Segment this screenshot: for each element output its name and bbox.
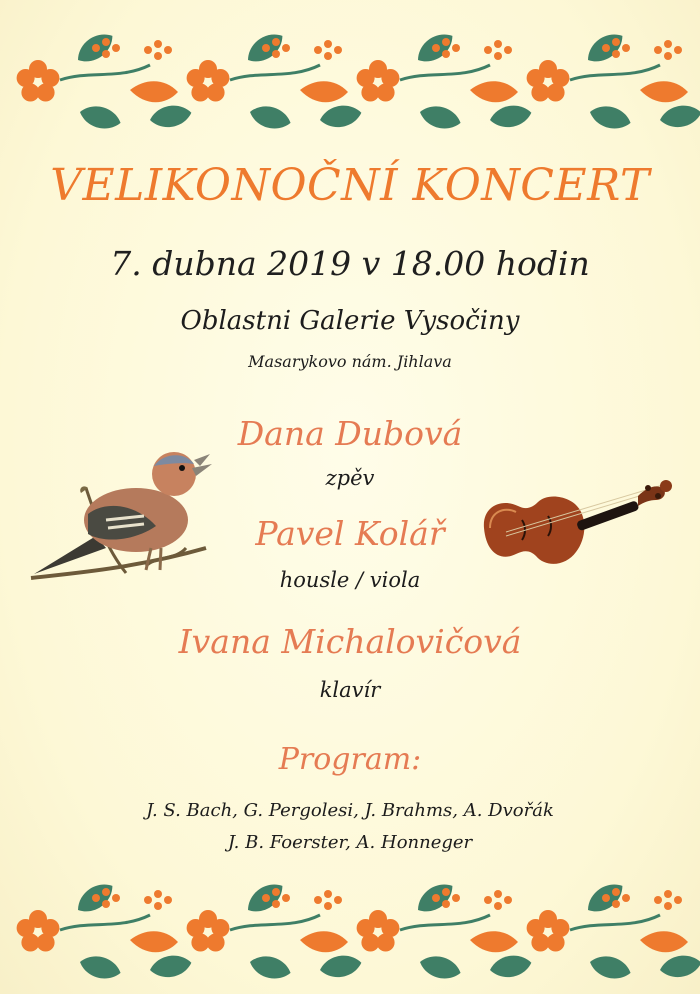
performer-role: zpěv — [325, 466, 375, 490]
program-line: J. B. Foerster, A. Honneger — [227, 832, 473, 853]
venue-address: Masarykovo nám. Jihlava — [248, 352, 452, 371]
venue-name: Oblastni Galerie Vysočiny — [180, 306, 520, 336]
performer-role: housle / viola — [279, 568, 421, 592]
page-title: VELIKONOČNÍ KONCERT — [50, 160, 650, 211]
event-date-time: 7. dubna 2019 v 18.00 hodin — [110, 244, 590, 283]
performer-role: klavír — [319, 678, 381, 702]
bird-icon — [26, 448, 214, 598]
floral-border-bottom-icon — [0, 870, 700, 990]
performer-name: Pavel Kolář — [255, 514, 445, 553]
performer-name: Dana Dubová — [237, 414, 463, 453]
performer-name: Ivana Michalovičová — [178, 622, 522, 661]
violin-icon — [476, 476, 676, 580]
program-heading: Program: — [278, 742, 422, 777]
floral-border-top-icon — [0, 20, 700, 140]
program-line: J. S. Bach, G. Pergolesi, J. Brahms, A. Dvořák — [146, 800, 554, 821]
